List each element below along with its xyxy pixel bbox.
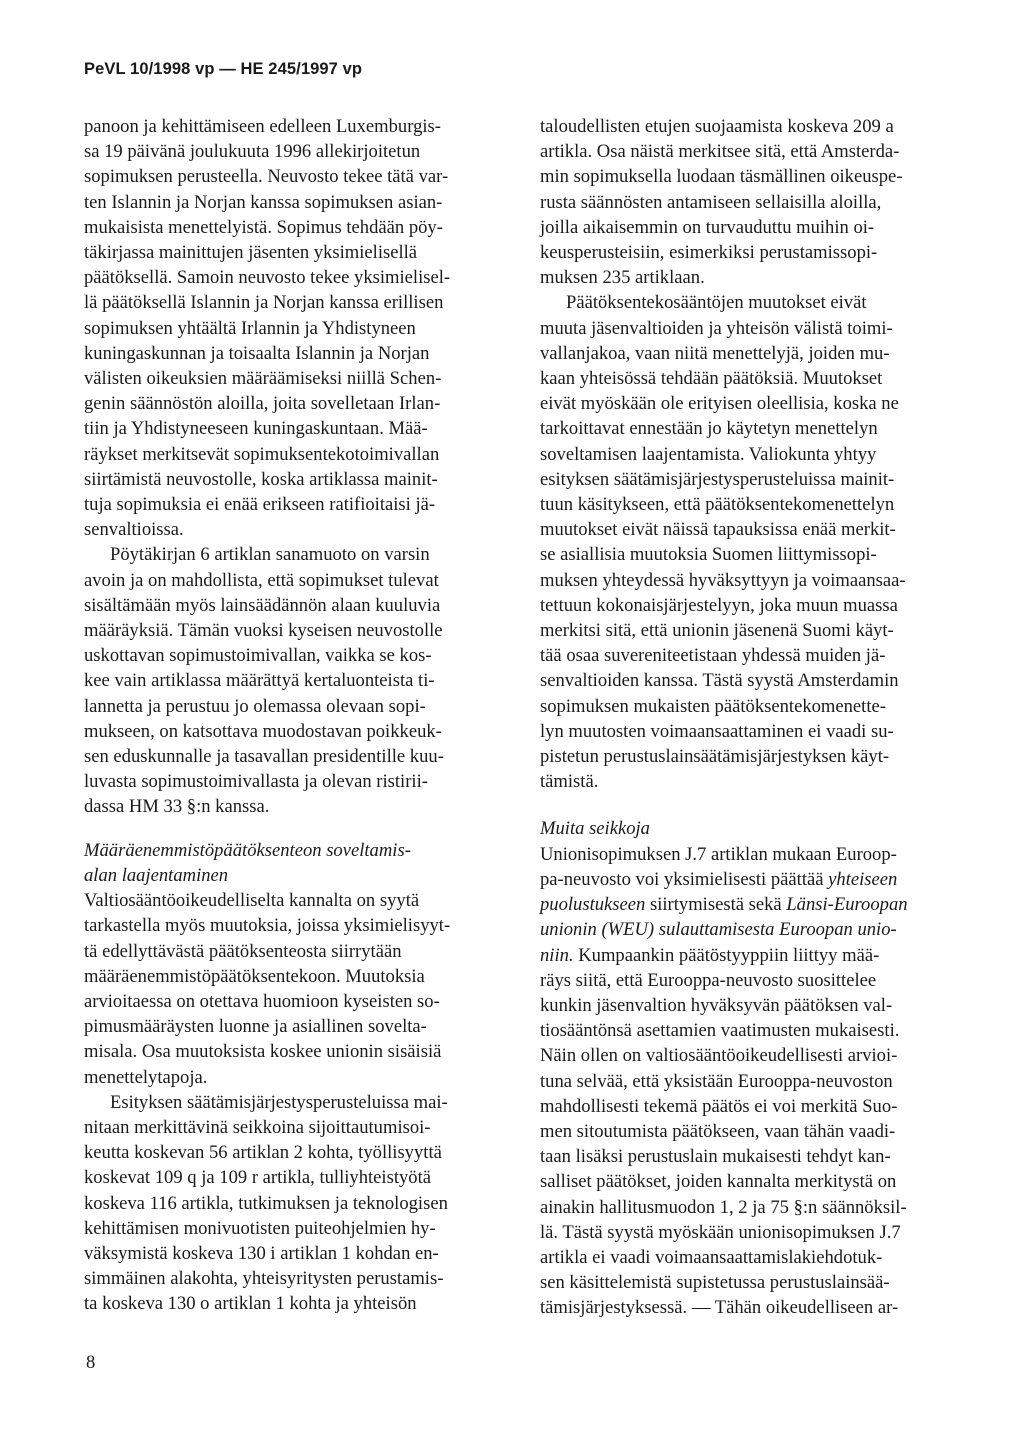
text-line: tämisjärjestyksessä. — Tähän oikeudelliseen ar- <box>540 1297 899 1319</box>
text-line: taan lisäksi perustuslain mukaisesti tehdyt kan- <box>540 1146 891 1168</box>
emphasis-run: niin. <box>540 944 574 966</box>
text-line: vallanjakoa, vaan niitä menettelyjä, joiden mu- <box>540 342 890 364</box>
text-line: Päätöksentekosääntöjen muutokset eivät <box>566 292 867 314</box>
text-line: täkirjassa mainittujen jäsenten yksimielisellä <box>84 242 418 264</box>
left-paragraph-1 <box>84 114 518 542</box>
text-line <box>540 867 974 892</box>
text-line: joilla aikaisemmin on turvauduttu muihin oi- <box>540 216 875 238</box>
text-line: mukaisista menettelyistä. Sopimus tehdään pöy- <box>84 216 443 238</box>
text-line: uskottavan sopimustoimivallan, vaikka se kos- <box>84 645 432 667</box>
text-line: menettelytapoja. <box>84 1066 208 1088</box>
text-run: siirtymisestä sekä <box>645 894 787 916</box>
text-line: kee vain artiklassa määrättyä kertaluonteista ti- <box>84 670 435 692</box>
text-line <box>540 917 974 942</box>
text-line: Unionisopimuksen J.7 artiklan mukaan Euroop- <box>540 843 897 865</box>
text-line: väksymistä koskeva 130 i artiklan 1 kohdan en- <box>84 1242 439 1264</box>
text-line: avoin ja on mahdollista, että sopimukset tulevat <box>84 569 439 591</box>
text-line: räykset merkitsevät sopimuksentekotoimivallan <box>84 443 440 465</box>
text-line: kaan yhteisössä tehdään päätöksiä. Muutokset <box>540 368 883 390</box>
text-line: esityksen säätämisjärjestysperusteluissa mainit- <box>540 468 895 490</box>
left-paragraph-2 <box>84 542 518 819</box>
emphasis-run: unionin (WEU) sulauttamisesta Euroopan unio- <box>540 919 897 941</box>
right-paragraph-2 <box>540 290 974 794</box>
left-paragraph-3 <box>84 888 518 1090</box>
text-line: lä päätöksellä Islannin ja Norjan kanssa erillisen <box>84 292 444 314</box>
text-line: koskevat 109 q ja 109 r artikla, tulliyhteistyötä <box>84 1167 432 1189</box>
section-heading-majority-decisions <box>84 838 518 888</box>
text-line: senvaltioiden kanssa. Tästä syystä Amsterdamin <box>540 670 899 692</box>
text-line: tettuun kokonaisjärjestelyyn, joka muun muassa <box>540 594 898 616</box>
text-line: nitaan merkittävinä seikkoina sijoittautumisoi- <box>84 1116 431 1138</box>
text-line: lyn muutosten voimaansaattaminen ei vaadi su- <box>540 720 894 742</box>
text-line: kehittämisen monivuotisten puiteohjelmien hy- <box>84 1217 436 1239</box>
text-line: simmäinen alakohta, yhteisyritysten perustamis- <box>84 1268 444 1290</box>
text-line: pimusmääräysten luonne ja asiallinen sovelta- <box>84 1016 427 1038</box>
text-line: keutta koskevan 56 artiklan 2 kohta, työllisyyttä <box>84 1142 442 1164</box>
text-line: muuta jäsenvaltioiden ja yhteisön välistä toimi- <box>540 317 893 339</box>
text-line: Näin ollen on valtiosääntöoikeudellisesti arvioi- <box>540 1045 898 1067</box>
text-line: artikla ei vaadi voimaansaattamislakiehdotuk- <box>540 1246 883 1268</box>
text-line: arvioitaessa on otettava huomioon kyseisten so- <box>84 990 440 1012</box>
text-line: ta koskeva 130 o artiklan 1 kohta ja yhteisön <box>84 1293 417 1315</box>
text-line: määräenemmistöpäätöksentekoon. Muutoksia <box>84 965 425 987</box>
text-line: välisten oikeuksien määräämiseksi niillä Schen- <box>84 368 442 390</box>
text-line <box>540 892 974 917</box>
text-line: genin säännöstön aloilla, joita sovelletaan Irlan- <box>84 393 441 415</box>
text-line: sa 19 päivänä joulukuuta 1996 allekirjoitetun <box>84 141 421 163</box>
text-line: tä edellyttävästä päätöksenteosta siirrytään <box>84 940 402 962</box>
text-line: tuun käsitykseen, että päätöksentekomenettelyn <box>540 494 895 516</box>
text-line: soveltamisen laajentamista. Valiokunta yhtyy <box>540 443 877 465</box>
text-line: Valtiosääntöoikeudelliselta kannalta on syytä <box>84 890 420 912</box>
text-line: muutokset eivät näissä tapauksissa enää merkit- <box>540 519 896 541</box>
text-line: määräyksiä. Tämän vuoksi kyseisen neuvostolle <box>84 620 443 642</box>
page-number: 8 <box>86 1352 96 1373</box>
text-line: Pöytäkirjan 6 artiklan sanamuoto on varsin <box>110 544 430 566</box>
text-line: pistetun perustuslainsäätämisjärjestyksen käyt- <box>540 746 890 768</box>
text-line: tuja sopimuksia ei enää erikseen ratifioitaisi jä- <box>84 494 436 516</box>
text-line: päätöksellä. Samoin neuvosto tekee yksimielisel- <box>84 267 451 289</box>
text-line: panoon ja kehittämiseen edelleen Luxemburgis- <box>84 116 441 137</box>
text-line: räys siitä, että Eurooppa-neuvosto suosittelee <box>540 969 877 991</box>
text-line: kunkin jäsenvaltion hyväksyvän päätöksen val- <box>540 994 893 1016</box>
text-line: sen eduskunnalle ja tasavallan presidentille kuu- <box>84 746 444 768</box>
text-line: ainakin hallitusmuodon 1, 2 ja 75 §:n säännöksil- <box>540 1196 907 1218</box>
text-line: tarkoittavat ennestään jo käytetyn menettelyn <box>540 418 878 440</box>
heading-line: alan laajentaminen <box>84 864 229 886</box>
text-line: tämistä. <box>540 771 599 793</box>
heading-line: Määräenemmistöpäätöksenteon soveltamis- <box>84 839 411 861</box>
text-line: sen käsittelemistä supistetussa perustuslainsää- <box>540 1272 890 1294</box>
text-line: koskeva 116 artikla, tutkimuksen ja teknologisen <box>84 1192 448 1214</box>
text-line: tää osaa suvereniteetistaan yhdessä muiden jä- <box>540 645 886 667</box>
text-line: ten Islannin ja Norjan kanssa sopimuksen asian- <box>84 191 443 213</box>
text-line: muksen yhteydessä hyväksyttyyn ja voimaansaa- <box>540 569 906 591</box>
text-line: artikla. Osa näistä merkitsee sitä, että Amsterda- <box>540 141 900 163</box>
text-line: senvaltioissa. <box>84 519 184 541</box>
text-line: lä. Tästä syystä myöskään unionisopimuksen J.7 <box>540 1221 901 1243</box>
text-line <box>540 943 974 968</box>
left-paragraph-4 <box>84 1090 518 1317</box>
text-line: luvasta sopimustoimivallasta ja olevan ristirii- <box>84 771 428 793</box>
text-line: misala. Osa muutoksista koskee unionin sisäisiä <box>84 1041 442 1063</box>
text-line: rusta säännösten antamiseen sellaisilla aloilla, <box>540 191 882 213</box>
text-line: sisältämään myös lainsäädännön alaan kuuluvia <box>84 594 441 616</box>
text-line: sopimuksen mukaisten päätöksentekomenette- <box>540 695 886 717</box>
running-header: PeVL 10/1998 vp — HE 245/1997 vp <box>84 60 363 78</box>
emphasis-run: yhteiseen <box>828 868 898 890</box>
text-line: sopimuksen yhtäältä Irlannin ja Yhdistyneen <box>84 317 416 339</box>
text-line: tuna selvää, että yksistään Eurooppa-neuvoston <box>540 1070 893 1092</box>
text-line: lannetta ja perustuu jo olemassa olevaan sopi- <box>84 695 426 717</box>
text-line: tarkastella myös muutoksia, joissa yksimielisyyt- <box>84 915 451 937</box>
text-line: salliset päätökset, joiden kannalta merkitystä on <box>540 1171 897 1193</box>
left-column <box>84 114 518 1317</box>
text-line: tiosääntönsä asettamien vaatimusten mukaisesti. <box>540 1020 900 1042</box>
text-line: mukseen, on katsottava muodostavan poikkeuk- <box>84 720 442 742</box>
emphasis-run: Länsi-Euroopan <box>786 894 908 916</box>
section-heading-other-matters: Muita seikkoja <box>540 818 650 840</box>
text-line: kuningaskunnan ja toisaalta Islannin ja Norjan <box>84 342 430 364</box>
text-line: tiin ja Yhdistyneeseen kuningaskuntaan. Mää- <box>84 418 428 440</box>
text-line: keusperusteisiin, esimerkiksi perustamissopi- <box>540 242 878 264</box>
text-line: mahdollisesti tekemä päätös ei voi merkitä Suo- <box>540 1095 898 1117</box>
right-paragraph-1 <box>540 114 974 290</box>
text-line: Esityksen säätämisjärjestysperusteluissa mai- <box>110 1091 448 1113</box>
text-line: muksen 235 artiklaan. <box>540 267 705 289</box>
text-line: dassa HM 33 §:n kanssa. <box>84 796 270 818</box>
text-line: sopimuksen perusteella. Neuvosto tekee tätä var- <box>84 166 449 188</box>
text-line: men sitoutumista päätökseen, vaan tähän vaadi- <box>540 1120 896 1142</box>
right-column <box>540 114 974 1321</box>
text-line: taloudellisten etujen suojaamista koskeva 209 a <box>540 116 894 137</box>
right-paragraph-3 <box>540 842 974 1321</box>
text-line: merkitsi sitä, että unionin jäsenenä Suomi käyt- <box>540 620 894 642</box>
text-run: pa-neuvosto voi yksimielisesti päättää <box>540 868 829 890</box>
emphasis-run: puolustukseen <box>540 894 646 916</box>
text-line: min sopimuksella luodaan täsmällinen oikeuspe- <box>540 166 903 188</box>
text-run: Kumpaankin päätöstyyppiin liittyy mää- <box>573 944 880 966</box>
text-line: siirtämistä neuvostolle, koska artiklassa mainit- <box>84 468 438 490</box>
text-line: eivät myöskään ole erityisen oleellisia, koska ne <box>540 393 899 415</box>
text-line: se asiallisia muutoksia Suomen liittymissopi- <box>540 544 877 566</box>
